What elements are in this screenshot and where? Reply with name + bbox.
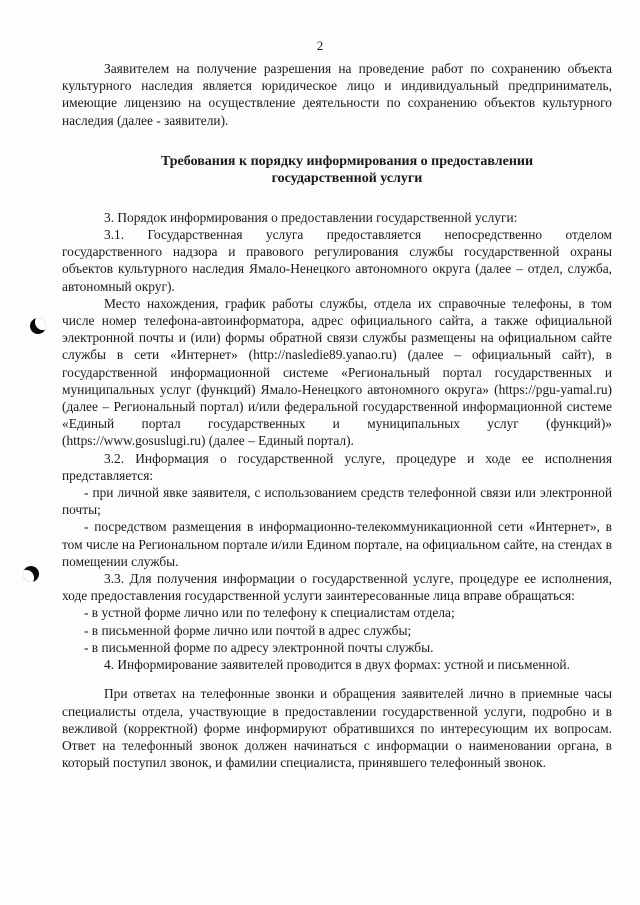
- list-item: - посредством размещения в информационно-телекоммуникационной сети «Интернет», в том числе на Региональном портале и/или Едином портале, на официальном сайте, на стендах в помещении службы.: [62, 519, 612, 569]
- punch-hole-mark: [28, 316, 49, 337]
- paragraph-3-2: 3.2. Информация о государственной услуге, процедуре и ходе ее исполнения представляется:: [62, 450, 612, 483]
- list-item: - при личной явке заявителя, с использованием средств телефонной связи или электронной почты;: [62, 485, 612, 518]
- paragraph-3-3: 3.3. Для получения информации о государственной услуге, процедуре ее исполнения, ходе предоставления государственной услуги заинтересованные лица вправе обращаться:: [62, 571, 612, 604]
- list-item: - в письменной форме лично или почтой в адрес службы;: [84, 622, 412, 638]
- punch-hole-mark: [21, 564, 42, 585]
- paragraph-3: 3. Порядок информирования о предоставлении государственной услуги:: [104, 209, 518, 225]
- paragraph-3-1: 3.1. Государственная услуга предоставляется непосредственно отделом государственного надзора и правового регулирования службы государственной охраны объектов культурного наследия Ямало-Ненецкого автономного округа (далее – отдел, служба, автономный округ).: [62, 227, 612, 294]
- paragraph-phone-answers: При ответах на телефонные звонки и обращения заявителей лично в приемные часы специалисты отдела, участвующие в предоставлении государственной услуги, подробно и в вежливой (корректной) форме информируют обратившихся по интересующим их вопросам. Ответ на телефонный звонок должен начинаться с информации о наименовании органа, в который поступил звонок, и фамилии специалиста, принявшего телефонный звонок.: [62, 686, 612, 771]
- page-number: 2: [316, 38, 324, 53]
- paragraph-4: 4. Информирование заявителей проводится в двух формах: устной и письменной.: [104, 657, 570, 673]
- paragraph-location: Место нахождения, график работы службы, отдела их справочные телефоны, в том числе номер телефона-автоинформатора, адрес официального сайта, а также официальной электронной почты и (или) формы обратной связи службы размещены на официальном сайте службы в сети «Интернет» (http://nasledie89.yanao.ru) (далее – официальный сайт), в государственной информационной системе «Региональный портал государственных и муниципальных услуг (функций) Ямало-Ненецкого автономного округа» (https://pgu-yamal.ru) (далее – Региональный портал) и/или федеральной государственной информационной системе «Единый портал государственных и муниципальных услуг (функций)» (https://www.gosuslugi.ru) (далее – Единый портал).: [62, 295, 612, 449]
- paragraph-applicants: Заявителем на получение разрешения на проведение работ по сохранению объекта культурного наследия является юридическое лицо и индивидуальный предприниматель, имеющие лицензию на осуществление деятельности по сохранению объектов культурного наследия (далее - заявители).: [62, 61, 612, 128]
- document-body: [62, 60, 612, 771]
- list-item: - в письменной форме по адресу электронной почты службы.: [84, 639, 434, 655]
- section-heading: Требования к порядку информирования о предоставлении государственной услуги: [160, 153, 534, 186]
- list-item: - в устной форме лично или по телефону к специалистам отдела;: [84, 605, 455, 621]
